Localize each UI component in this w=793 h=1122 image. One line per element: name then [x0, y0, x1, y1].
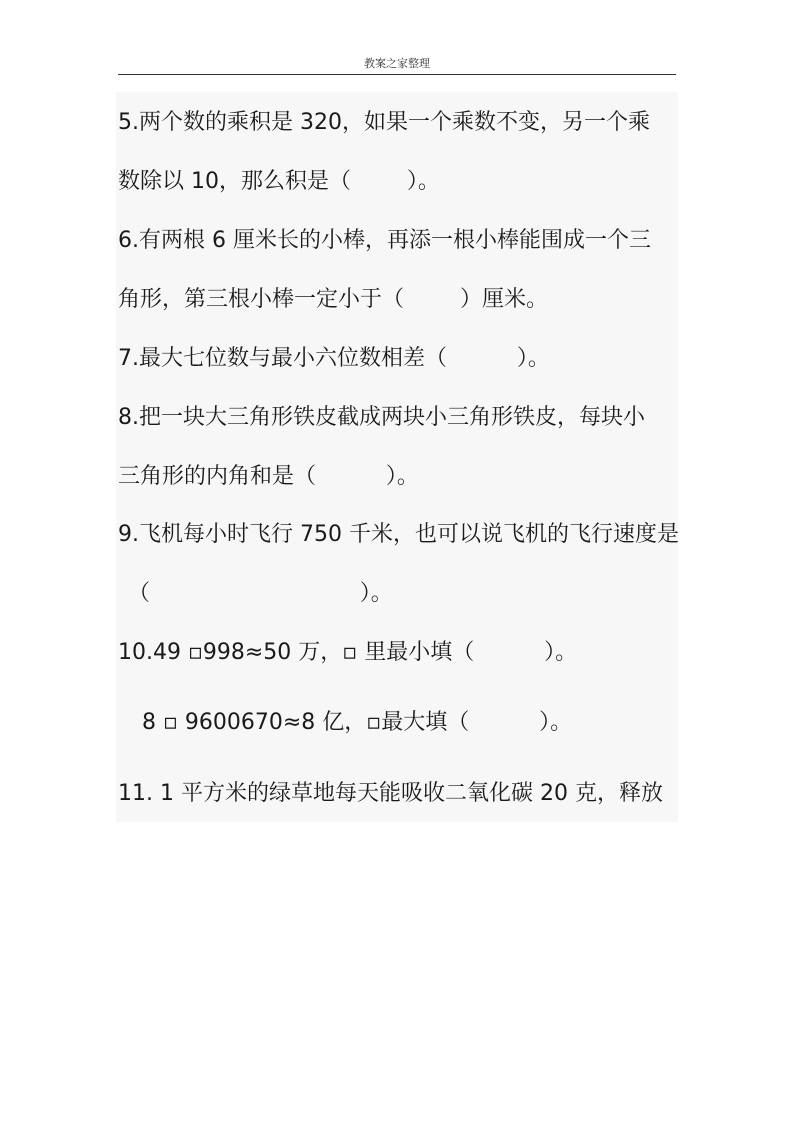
page-header [118, 56, 676, 75]
question-10-line-1: 10.49 ▫998≈50 万，▫ 里最小填（ ）。 [118, 640, 578, 665]
question-9-line-1: 9.飞机每小时飞行 750 千米，也可以说飞机的飞行速度是 [118, 522, 679, 547]
question-6-line-2: 角形，第三根小棒一定小于（ ）厘米。 [118, 287, 548, 312]
question-6-line-1: 6.有两根 6 厘米长的小棒，再添一根小棒能围成一个三 [118, 228, 651, 253]
question-11-line-1: 11. 1 平方米的绿草地每天能吸收二氧化碳 20 克，释放 [118, 781, 663, 806]
question-8-line-2: 三角形的内角和是（ ）。 [118, 464, 419, 489]
question-7-line-1: 7.最大七位数与最小六位数相差（ ）。 [118, 346, 550, 371]
header-title: 教案之家整理 [364, 57, 430, 70]
question-5-line-2: 数除以 10，那么积是（ ）。 [118, 169, 440, 194]
question-5-line-1: 5.两个数的乘积是 320，如果一个乘数不变，另一个乘 [118, 110, 650, 135]
question-9-line-2: （ ）。 [128, 581, 393, 606]
question-10-line-2: 8 ▫ 9600670≈8 亿，▫最大填（ ）。 [142, 710, 573, 735]
question-8-line-1: 8.把一块大三角形铁皮截成两块小三角形铁皮，每块小 [118, 405, 645, 430]
